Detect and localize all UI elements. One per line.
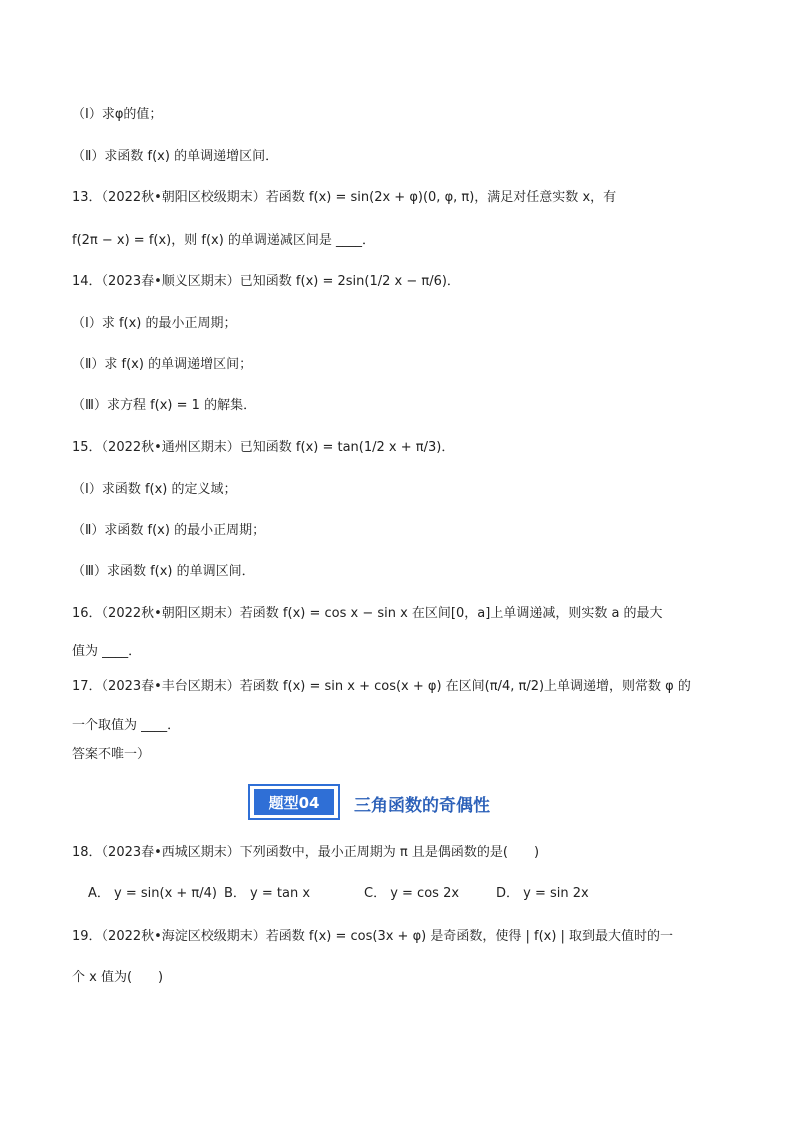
q18-options <box>88 884 730 906</box>
section-title: 三角函数的奇偶性 <box>354 796 490 816</box>
q16-stem-cont: 值为 ____． <box>72 644 142 659</box>
q19-stem-cont: 个 x 值为( ) <box>72 970 164 985</box>
q13-stem-cont: f(2π − x) = f(x)，则 f(x) 的单调递减区间是 ____． <box>72 233 376 248</box>
section-badge <box>248 784 340 820</box>
q15-part-2: （Ⅱ）求函数 f(x) 的最小正周期； <box>72 523 266 538</box>
q17-note: 答案不唯一） <box>72 747 151 762</box>
q17-stem-cont: 一个取值为 ____． <box>72 718 181 733</box>
q17-stem: 17．（2023春•丰台区期末）若函数 f(x) = sin x + cos(x + φ) 在区间(π/4, π/2)上单调递增，则常数 φ 的 <box>72 679 691 694</box>
q14-part-2: （Ⅱ）求 f(x) 的单调递增区间； <box>72 357 253 372</box>
section-header <box>248 784 548 822</box>
q18-stem: 18．（2023春•西城区期末）下列函数中，最小正周期为 π 且是偶函数的是( ) <box>72 845 540 860</box>
section-badge-label: 题型04 <box>254 789 334 815</box>
q18-option-b: B． y = tan x <box>224 886 311 901</box>
q15-part-3: （Ⅲ）求函数 f(x) 的单调区间． <box>72 564 255 579</box>
q12-part-1: （Ⅰ）求φ的值； <box>72 107 163 122</box>
q19-stem: 19．（2022秋•海淀区校级期末）若函数 f(x) = cos(3x + φ) 是奇函数，使得 | f(x) | 取到最大值时的一 <box>72 929 674 944</box>
q15-stem: 15．（2022秋•通州区期末）已知函数 f(x) = tan(1/2 x + π/3)． <box>72 440 455 455</box>
q14-stem: 14．（2023春•顺义区期末）已知函数 f(x) = 2sin(1/2 x − π/6)． <box>72 274 460 289</box>
q13-stem: 13．（2022秋•朝阳区校级期末）若函数 f(x) = sin(2x + φ)(0, φ, π)，满足对任意实数 x，有 <box>72 190 617 205</box>
q16-stem: 16．（2022秋•朝阳区期末）若函数 f(x) = cos x − sin x 在区间[0，a]上单调递减，则实数 a 的最大 <box>72 606 663 621</box>
q15-part-1: （Ⅰ）求函数 f(x) 的定义域； <box>72 482 237 497</box>
q18-option-d: D． y = sin 2x <box>496 886 589 901</box>
q18-option-c: C． y = cos 2x <box>364 886 460 901</box>
q14-part-1: （Ⅰ）求 f(x) 的最小正周期； <box>72 316 237 331</box>
q14-part-3: （Ⅲ）求方程 f(x) = 1 的解集． <box>72 398 257 413</box>
q18-option-a: A． y = sin(x + π/4) <box>88 886 217 901</box>
q12-part-2: （Ⅱ）求函数 f(x) 的单调递增区间． <box>72 149 279 164</box>
